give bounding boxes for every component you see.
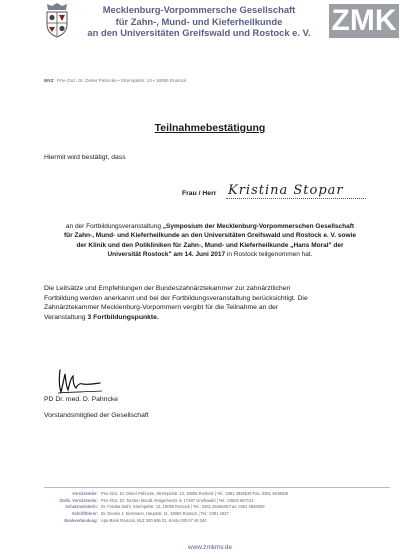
paragraph-text: Veranstaltung [44,313,88,321]
credit-points: 3 Fortbildungspunkte. [87,313,159,321]
org-name-line: für Zahn-, Mund- und Kieferheilkunde [115,15,283,27]
document-title: Teilnahmebestätigung [154,122,266,134]
footer [44,491,390,525]
footer-label: Stellv. Vorsitzender: [59,497,98,503]
footer-text: Dr. Franka Stahl, Strempelstr. 13, 18055 Rostock | Tel.: 0381 4946538 Fax: 0381 4946509 [101,504,265,510]
footer-divider [44,487,390,488]
org-name-line: Mecklenburg-Vorpommersche Gesellschaft [102,4,296,15]
return-address [44,78,187,83]
organization-name [74,4,324,39]
event-line: für Zahn-, Mund- und Kieferheilkunde an den Universitäten Greifswald und Rostock e. V. sowie [64,232,356,240]
recipient-label: Frau / Herr [182,190,217,197]
signer-role: Vorstandsmitglied der Gesellschaft [44,412,149,419]
footer-label: Schriftführer: [71,511,98,517]
footer-text: Priv.-Doz. Dr. Dieter Pahncke, Strempelstr. 13, 18055 Rostock | Tel.: 0381 4946538 Fax: 0381 4946509 [101,491,289,496]
letterhead [0,0,420,44]
accreditation-paragraph [44,284,376,322]
footer-text: Apo-Bank Rostock, BLZ 300 606 01, Konto 000 67 46 340 [101,517,207,523]
event-line: der Klinik und den Polikliniken für Zahn-, Mund- und Kieferheilkunde „Hans Moral" der [76,241,344,249]
footer-row [44,518,390,525]
paragraph-line: Zahnärztekammer Mecklenburg-Vorpommern vergibt für die Teilnahme an der [44,304,279,312]
event-name: „Symposium der Mecklenburg-Vorpommerschen Gesellschaft [162,223,355,230]
dotted-line [226,198,366,199]
event-text: in Rostock teilgenommen hat. [225,251,313,259]
return-address-logo: MVZ [44,78,54,83]
paragraph-line: Die Leitsätze und Empfehlungen der Bundeszahnärztekammer zur zahnärztlichen [44,285,291,292]
zmk-logo: ZMK [329,4,399,38]
event-line [40,222,380,231]
signature-icon [56,366,104,396]
org-name-line: an den Universitäten Greifswald und Rostock e. V. [87,27,311,39]
footer-row [44,511,390,518]
intro-text: Hiermit wird bestätigt, dass [44,154,126,161]
recipient-row [182,184,372,202]
event-text: an der Fortbildungsveranstaltung [65,223,163,230]
return-address-text: Priv.-Doz. Dr. Dieter Pahncke • Strempelstr. 13 • 18055 Rostock [56,78,187,83]
footer-row [44,491,390,498]
paragraph-line: Fortbildung werden anerkannt und bei der Fortbildungsveranstaltung berücksichtigt. Die [44,294,308,302]
footer-text: Dr. Dennis J. Kiesmann, Hauptstr. 11, 18055 Rostock | Tel.: 0381 4927 [101,511,229,517]
event-line [40,250,380,259]
signer-name: PD Dr. med. D. Pahncke [44,396,119,403]
footer-label: Schatzmeisterin: [65,504,98,510]
event-description [40,222,380,260]
footer-label: Vorsitzender: [72,491,98,496]
recipient-name: Kristina Stopar [228,183,344,198]
coat-of-arms-icon [44,2,70,38]
website-link[interactable]: www.zmkmv.de [188,544,232,551]
footer-row [44,498,390,505]
footer-label: Bankverbindung: [64,517,98,523]
paragraph-line [44,313,376,323]
footer-text: Priv.-Doz. Dr. Torsten Mundt, Rotgerberstr. 8, 17487 Greifswald | Tel.: 03834 867134 [101,497,254,503]
footer-row [44,504,390,511]
event-date: Universität Rostock" am 14. Juni 2017 [107,251,226,259]
